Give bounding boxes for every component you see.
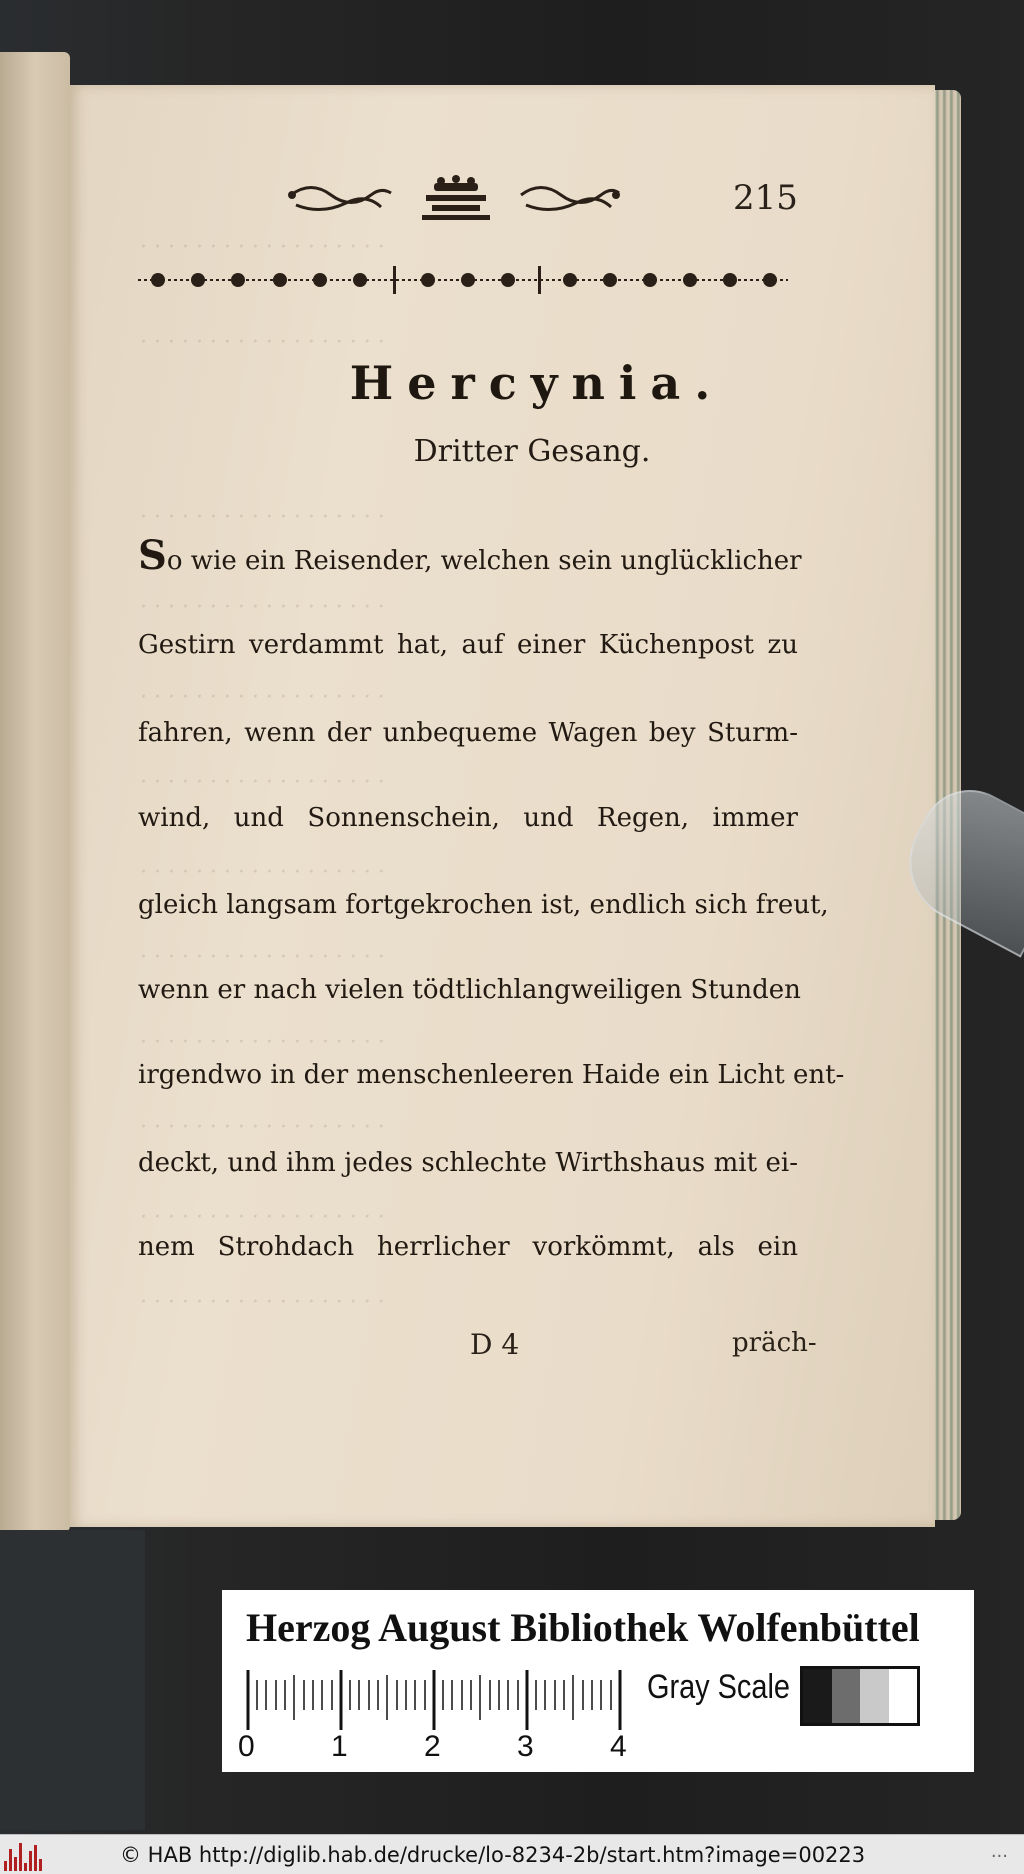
gray-swatch-white <box>889 1669 918 1723</box>
text-line: wind, und Sonnenschein, und Regen, immer <box>138 803 798 833</box>
ruler-number: 4 <box>610 1730 627 1763</box>
footer-bar <box>0 1834 1024 1874</box>
text-line: deckt, und ihm jedes schlechte Wirthshaus mit ei- <box>138 1148 798 1178</box>
text-line: Gestirn verdammt hat, auf einer Küchenpost zu <box>138 630 798 660</box>
book-cover <box>0 1530 145 1830</box>
initial-letter: S <box>138 532 167 579</box>
text-line-content: o wie ein Reisender, welchen sein unglücklicher <box>166 546 802 576</box>
library-label-card <box>222 1590 974 1772</box>
text-line: irgendwo in der menschenleeren Haide ein Licht ent- <box>138 1060 845 1090</box>
head-ornament-icon <box>286 175 626 225</box>
ruler-number: 1 <box>331 1730 348 1763</box>
hab-logo-icon <box>4 1839 46 1871</box>
gray-swatch-black <box>803 1669 832 1723</box>
gray-scale-swatches <box>800 1666 920 1726</box>
library-name: Herzog August Bibliothek Wolfenbüttel <box>246 1605 920 1650</box>
footer-copyright-url[interactable]: © HAB http://diglib.hab.de/drucke/lo-8234-2b/start.htm?image=00223 <box>120 1842 866 1867</box>
ruler-number: 0 <box>238 1730 255 1763</box>
text-line: gleich langsam fortgekrochen ist, endlich sich freut, <box>138 890 829 920</box>
gray-swatch-light <box>860 1669 889 1723</box>
text-line: fahren, wenn der unbequeme Wagen bey Sturm- <box>138 718 798 748</box>
text-line <box>138 532 802 579</box>
page-subtitle: Dritter Gesang. <box>413 434 651 469</box>
ornamental-border-icon <box>138 262 788 298</box>
signature-mark: D 4 <box>470 1328 520 1361</box>
page-number: 215 <box>733 178 798 218</box>
previous-page-edge <box>0 52 70 1532</box>
scan-image: · · · · · · · · · · · · · · · · · · · · · · · · · · · · · · · · · · · · · · · · · · · · · · · · · · · · · · · · · · · · · · · · · · · · · · · · · · · · · · · · · · · · · · · · · · · · · · · · · · · · · · · · · · · · · · · · · · · · · · · · · · · · · · · · · · · · · · · · · · · · · · · · · · · · · · · · · · · · · · · · · · · · · · · · · · · · · · · · · · · · · · · · · · · · · · · · · · · · · · · · · · · · · · · · · · · · · · · · 215 Hercynia. Dritter Gesang. So wie ein Reisender, welchen sein unglücklicher Gestirn verdammt hat, auf einer Küchenpost zu fahren, wenn der unbequeme Wagen bey Sturm- wind, und Sonnenschein, und Regen, immer gleich langsam fortgekrochen ist, endlich sich freut, wenn er nach vielen tödtlichlangweiligen Stunden irgendwo in der menschenleeren Haide ein Licht ent- deckt, und ihm jedes schlechte Wirthshaus mit ei- nem Strohdach herrlicher vorkömmt, als ein D 4 präch- Herzog August Bibliothek Wolfenbüttel 0 1 2 3 4 Gray Scale <box>0 0 1024 1834</box>
page-title: Hercynia. <box>349 356 725 410</box>
gray-scale-label: Gray Scale <box>647 1668 790 1706</box>
ruler-number: 2 <box>424 1730 441 1763</box>
text-line: wenn er nach vielen tödtlichlangweiligen Stunden <box>138 975 801 1005</box>
ruler-number: 3 <box>517 1730 534 1763</box>
catchword: präch- <box>732 1328 817 1358</box>
more-menu-icon[interactable]: ... <box>990 1841 1008 1862</box>
text-line: nem Strohdach herrlicher vorkömmt, als ein <box>138 1232 798 1262</box>
ruler-scale-icon <box>246 1670 636 1730</box>
gray-swatch-dark <box>832 1669 861 1723</box>
